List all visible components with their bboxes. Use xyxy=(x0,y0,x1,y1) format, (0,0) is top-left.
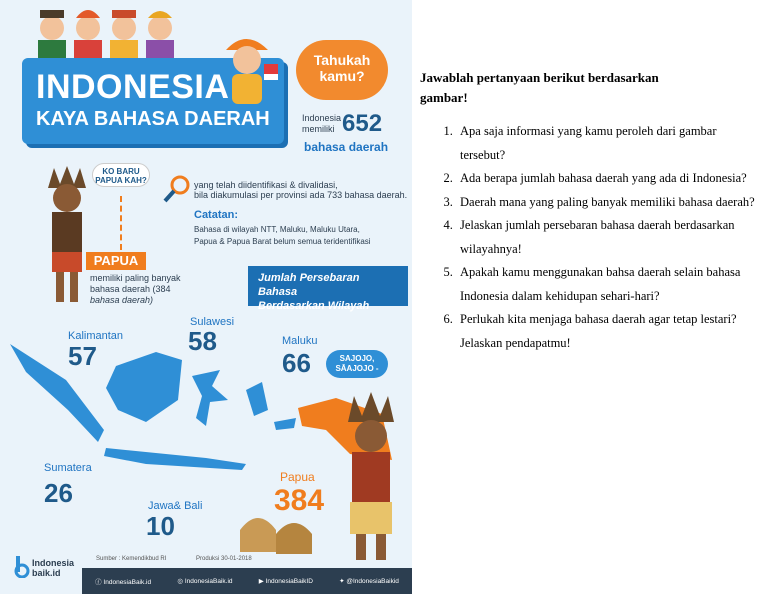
stat-intro: Indonesia memiliki xyxy=(302,113,342,134)
question-item: 3. Daerah mana yang paling banyak memiliki bahasa daerah? xyxy=(456,191,760,215)
tahukah-bubble: Tahukah kamu? xyxy=(296,40,388,100)
region-jawa-bali-name: Jawa& Bali xyxy=(148,500,203,512)
doc-heading xyxy=(420,68,760,108)
catatan-line-1: Bahasa di wilayah NTT, Maluku, Maluku Utara, xyxy=(194,225,360,234)
region-sulawesi-name: Sulawesi xyxy=(190,316,235,328)
region-jawa-bali-count: 10 xyxy=(146,511,175,541)
speech-bubble-papua: KO BARU PAPUA KAH? xyxy=(92,163,150,187)
facebook-handle: ⓕ IndonesiaBaik.id xyxy=(95,578,152,586)
title-line-2: KAYA BAHASA DAERAH xyxy=(36,108,270,130)
distribution-banner xyxy=(248,266,408,312)
social-footer xyxy=(82,568,412,594)
region-sulawesi-count: 58 xyxy=(188,326,217,356)
dashed-connector xyxy=(120,196,122,250)
question-list xyxy=(420,120,760,355)
question-item: 1. Apa saja informasi yang kamu peroleh dari gambar tersebut? xyxy=(456,120,760,167)
instagram-handle: ◎ IndonesiaBaik.id xyxy=(177,578,233,585)
magnifier-icon xyxy=(162,174,192,204)
papua-dancer xyxy=(336,392,406,562)
catatan-title: Catatan: xyxy=(194,209,239,221)
papua-desc-1: memiliki paling banyak xyxy=(90,273,181,283)
title-line-1: INDONESIA xyxy=(36,68,230,106)
question-item: 2. Ada berapa jumlah bahasa daerah yang ada di Indonesia? xyxy=(456,167,760,191)
region-papua-count: 384 xyxy=(274,484,325,517)
papua-desc-3: bahasa daerah) xyxy=(90,295,154,305)
brand-logo-icon xyxy=(14,556,32,578)
production-date: Produksi 30-01-2018 xyxy=(196,556,252,562)
region-sumatera-name: Sumatera xyxy=(44,462,92,474)
instagram-text: IndonesiaBaik.id xyxy=(184,578,233,585)
brand-name xyxy=(32,558,74,578)
stat-number: 652 xyxy=(342,110,383,137)
youtube-handle: ▶ IndonesiaBaikID xyxy=(258,578,313,585)
papua-tag: PAPUA xyxy=(86,252,146,270)
source-text: Sumber : Kemendikbud RI xyxy=(96,556,167,562)
youtube-text: IndonesiaBaikID xyxy=(265,578,313,585)
identified-note-1: yang telah diidentifikasi & divalidasi, xyxy=(194,180,338,190)
twitter-text: @IndonesiaBaikid xyxy=(346,578,399,585)
papua-desc-2: bahasa daerah (384 xyxy=(90,284,171,294)
stat-suffix: bahasa daerah xyxy=(304,140,389,154)
question-sheet xyxy=(420,68,760,355)
doc-heading-line-2: gambar! xyxy=(420,90,468,105)
banner-line-2: Berdasarkan Wilayah xyxy=(258,300,370,312)
region-maluku-name: Maluku xyxy=(282,335,318,347)
region-kalimantan-count: 57 xyxy=(68,341,97,371)
catatan-line-2: Papua & Papua Barat belum semua teridentifikasi xyxy=(194,237,371,246)
banner-line-1: Jumlah Persebaran Bahasa xyxy=(258,272,360,298)
region-papua-name: Papua xyxy=(280,470,315,484)
people-illustration xyxy=(30,4,190,60)
brand-line-2: baik.id xyxy=(32,568,61,578)
region-maluku-count: 66 xyxy=(282,348,311,378)
greeting-bubble: SAJOJO, SĀAJOJO - xyxy=(326,350,388,378)
region-kalimantan-name: Kalimantan xyxy=(68,330,124,342)
identified-note-2: bila diakumulasi per provinsi ada 733 bahasa daerah. xyxy=(194,190,408,200)
brand-line-1: Indonesia xyxy=(32,558,75,568)
twitter-handle: ✦ @IndonesiaBaikid xyxy=(339,578,399,585)
facebook-text: IndonesiaBaik.id xyxy=(103,578,152,586)
huts-illustration xyxy=(236,506,316,556)
mascot-illustration xyxy=(212,28,282,114)
region-sumatera-count: 26 xyxy=(44,478,73,508)
question-item: 4. Jelaskan jumlah persebaran bahasa daerah berdasarkan wilayahnya! xyxy=(456,214,760,261)
question-item: 6. Perlukah kita menjaga bahasa daerah agar tetap lestari? Jelaskan pendapatmu! xyxy=(456,308,760,355)
doc-heading-line-1: Jawablah pertanyaan berikut berdasarkan xyxy=(420,70,659,85)
papua-character xyxy=(42,166,92,306)
question-item: 5. Apakah kamu menggunakan bahsa daerah selain bahasa Indonesia dalam kehidupan sehari-hari? xyxy=(456,261,760,308)
